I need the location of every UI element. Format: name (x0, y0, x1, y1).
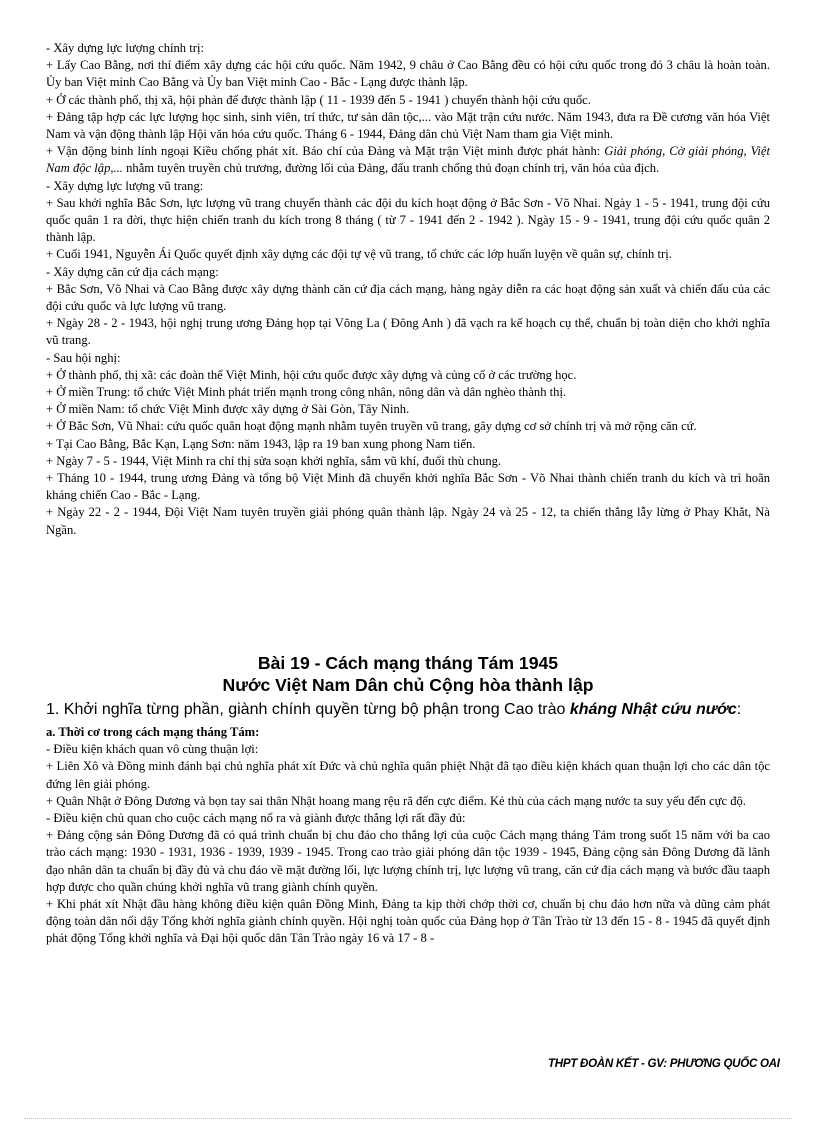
subheading: a. Thời cơ trong cách mạng tháng Tám: (46, 725, 260, 739)
newspaper-names: Giải phóng, Cờ giải phóng, Việt Nam độc lập,... (46, 144, 770, 176)
paragraph: - Xây dựng căn cứ địa cách mạng: (46, 264, 219, 279)
lesson-section (46, 652, 770, 948)
footer-school-teacher: THPT ĐOÀN KẾT - GV: PHƯƠNG QUỐC OAI (548, 1057, 780, 1070)
section-preparation (46, 40, 770, 652)
paragraph: - Điều kiện chủ quan cho cuộc cách mạng nổ ra và giành được thắng lợi rất đầy đủ: (46, 811, 466, 826)
paragraph: + Ở thành phố, thị xã: các đoàn thể Việt Minh, hội cứu quốc được xây dựng và củng cố ở các trường học. (46, 367, 577, 382)
document-page (46, 40, 770, 948)
paragraph: + Cuối 1941, Nguyễn Ái Quốc quyết định xây dựng các đội tự vệ vũ trang, tổ chức các lớp huấn luyện về quân sự, chính trị. (46, 247, 672, 262)
paragraph: + Ở Bắc Sơn, Vũ Nhai: cứu quốc quân hoạt động mạnh nhằm tuyên truyền vũ trang, gây dựng cơ sở chính trị và mở rộng căn cứ. (46, 419, 697, 434)
text-run: nhằm tuyên truyền chủ trương, đường lối của Đảng, đấu tranh chống thủ đoạn chính trị, văn hóa của địch. (122, 161, 660, 176)
heading-text: 1. Khởi nghĩa từng phần, giành chính quyền từng bộ phận trong Cao trào (46, 701, 570, 718)
paragraph: - Xây dựng lực lượng vũ trang: (46, 178, 204, 193)
paragraph: - Xây dựng lực lượng chính trị: (46, 41, 204, 55)
paragraph: + Đảng tập hợp các lực lượng học sinh, sinh viên, trí thức, tư sản dân tộc,... vào Mặt trận cứu nước. Năm 1943, đưa ra Đề cương văn hóa Việt Nam và vận động thành lập Hội văn hóa cứu quốc. Tháng 6 - 1944, Đảng dân chủ Việt Nam tham gia Việt minh. (46, 109, 770, 142)
paragraph: + Ngày 22 - 2 - 1944, Đội Việt Nam tuyên truyền giải phóng quân thành lập. Ngày 24 và 25 - 12, ta chiến thắng lẫy lừng ở Phay Khắt, Nà Ngần. (46, 505, 770, 537)
paragraph: + Ngày 7 - 5 - 1944, Việt Minh ra chỉ thị sửa soạn khởi nghĩa, sắm vũ khí, đuổi thù chung. (46, 453, 502, 468)
paragraph: + Bắc Sơn, Võ Nhai và Cao Bằng được xây dựng thành căn cứ địa cách mạng, hàng ngày diễn ra các hoạt động sản xuất và chiến đấu của các đội cứu quốc và lực lượng vũ trang. (46, 281, 770, 314)
heading-italic: kháng Nhật cứu nước (569, 701, 737, 718)
section-heading (46, 700, 770, 720)
paragraph: + Đảng cộng sản Đông Dương đã có quá trình chuẩn bị chu đáo cho thắng lợi của cuộc Cách mạng tháng Tám trong suốt 15 năm với ba cao trào cách mạng: 1930 - 1931, 1936 - 1939, 1939 - 1945. Trong cao trào giải phóng dân tộc 1939 - 1945, Đảng cộng sản Đông Dương đã lãnh đạo nhân dân ta chuẩn bị đầy đủ và chu đáo về mặt đường lối, lực lượng chính trị, lực lượng vũ trang, căn cứ địa cách mạng và bước đầu taaph hợp được cho quần chúng khởi nghĩa vũ trang giành chính quyền. (46, 828, 770, 894)
paragraph: - Sau hội nghị: (46, 350, 121, 365)
paragraph: + Khi phát xít Nhật đầu hàng không điều kiện quân Đồng Minh, Đảng ta kịp thời chớp thời cơ, chuẩn bị chu đáo hơn nữa và dũng cảm phát động toàn dân nổi dậy Tổng khởi nghĩa giành chính quyền. Hội nghị toàn quốc của Đảng họp ở Tân Trào từ 13 đến 15 - 8 - 1945 đã quyết định phát động Tổng khởi nghĩa và Đại hội quốc dân Tân Trào ngày 16 và 17 - 8 - (46, 897, 770, 946)
paragraph: + Ở các thành phố, thị xã, hội phản đế được thành lập ( 11 - 1939 đến 5 - 1941 ) chuyển thành hội cứu quốc. (46, 92, 591, 107)
page-bottom-divider (24, 1118, 792, 1119)
paragraph: + Quân Nhật ở Đông Dương và bọn tay sai thân Nhật hoang mang rệu rã đến cực điểm. Kẻ thù của cách mạng nước ta suy yếu đến cực độ. (46, 793, 746, 808)
paragraph: + Ở miền Nam: tổ chức Việt Minh được xây dựng ở Sài Gòn, Tây Ninh. (46, 402, 410, 417)
paragraph: + Lấy Cao Bằng, nơi thí điểm xây dựng các hội cứu quốc. Năm 1942, 9 châu ở Cao Bằng đều có hội cứu quốc trong đó 3 châu là hoàn toàn. Ủy ban Việt minh Cao Bằng và Ủy ban Việt minh Cao - Bắc - Lạng được thành lập. (46, 58, 770, 90)
paragraph: + Tháng 10 - 1944, trung ương Đảng và tổng bộ Việt Minh đã chuyển khởi nghĩa Bắc Sơn - Võ Nhai thành chiến tranh du kích và trì hoãn kháng chiến Cao - Bắc - Lạng. (46, 471, 770, 503)
paragraph-propaganda (46, 143, 770, 177)
lesson-title-line1: Bài 19 - Cách mạng tháng Tám 1945 (257, 653, 559, 673)
text-run: + Vận động binh lính ngoại Kiều chống phát xít. Báo chí của Đảng và Mặt trận Việt minh được phát hành: (46, 144, 605, 159)
paragraph: + Sau khởi nghĩa Bắc Sơn, lực lượng vũ trang chuyển thành các đội du kích hoạt động ở Bắc Sơn - Võ Nhai. Ngày 1 - 5 - 1941, trung đội cứu quốc quân 1 ra đời, thực hiện chiến tranh du kích trong 8 tháng ( từ 7 - 1941 đến 2 - 1942 ). Ngày 15 - 9 - 1941, trung đội cứu quốc quân 2 thành lập. (46, 195, 770, 245)
paragraph: + Liên Xô và Đồng minh đánh bại chủ nghĩa phát xít Đức và chủ nghĩa quân phiệt Nhật đã tạo điều kiện khách quan thuận lợi cho các dân tộc đứng lên giải phóng. (46, 759, 770, 791)
paragraph: + Tại Cao Bằng, Bắc Kạn, Lạng Sơn: năm 1943, lập ra 19 ban xung phong Nam tiến. (46, 436, 476, 451)
paragraph: - Điều kiện khách quan vô cùng thuận lợi: (46, 742, 259, 757)
paragraph: + Ngày 28 - 2 - 1943, hội nghị trung ương Đảng họp tại Võng La ( Đông Anh ) đã vạch ra kế hoạch cụ thể, chuẩn bị toàn diện cho khởi nghĩa vũ trang. (46, 316, 770, 348)
lesson-title-line2: Nước Việt Nam Dân chủ Cộng hòa thành lập (222, 675, 594, 695)
paragraph: + Ở miền Trung: tổ chức Việt Minh phát triển mạnh trong công nhân, nông dân và dân nghèo thành thị. (46, 385, 567, 400)
heading-colon: : (736, 701, 742, 718)
